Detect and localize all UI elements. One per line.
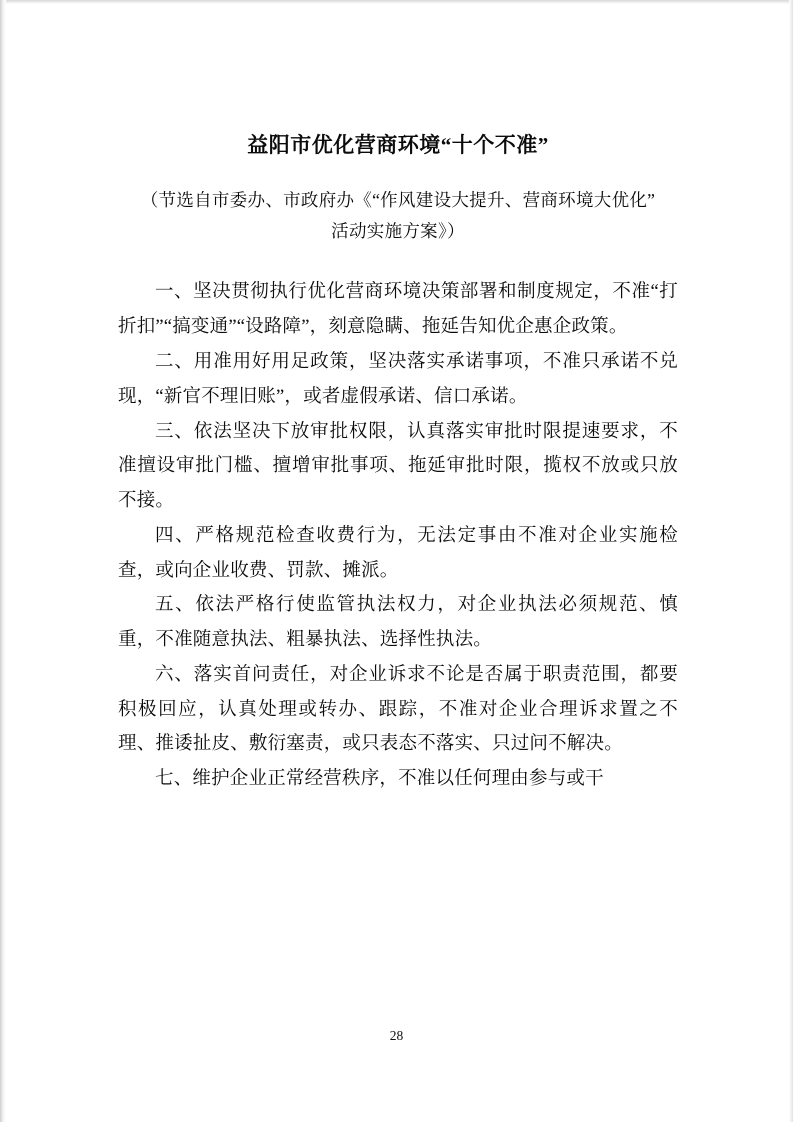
paragraph-6: 六、落实首问责任，对企业诉求不论是否属于职责范围，都要积极回应，认真处理或转办、跟踪，不准对企业合理诉求置之不理、推诿扯皮、敷衍塞责，或只表态不落实、只过问不解决。	[118, 664, 678, 755]
source-note-line-1: （节选自市委办、市政府办《“作风建设大提升、营商环境大优化”	[140, 190, 656, 211]
document-body	[118, 247, 678, 796]
paragraph-1: 一、坚决贯彻执行优化营商环境决策部署和制度规定，不准“打折扣”“搞变通”“设路障”，刻意隐瞒、拖延告知优企惠企政策。	[118, 282, 678, 338]
document-source-note	[118, 158, 678, 247]
paragraph-7: 七、维护企业正常经营秩序，不准以任何理由参与或干	[155, 769, 604, 790]
page-edge-shadow-left	[0, 0, 6, 1122]
paragraph-3: 三、依法坚决下放审批权限，认真落实审批时限提速要求，不准擅设审批门槛、擅增审批事项、拖延审批时限，揽权不放或只放不接。	[118, 421, 678, 512]
paragraph-4: 四、严格规范检查收费行为，无法定事由不准对企业实施检查，或向企业收费、罚款、摊派。	[118, 525, 678, 581]
source-note-line-2: 活动实施方案》）	[331, 221, 465, 242]
paragraph-5: 五、依法严格行使监管执法权力，对企业执法必须规范、慎重，不准随意执法、粗暴执法、选择性执法。	[118, 595, 678, 651]
page-number: 28	[389, 1028, 404, 1043]
page-title: 益阳市优化营商环境“十个不准”	[247, 133, 549, 157]
paragraph-2: 二、用准用好用足政策，坚决落实承诺事项，不准只承诺不兑现，“新官不理旧账”，或者虚假承诺、信口承诺。	[118, 352, 678, 407]
page-content	[118, 0, 678, 1122]
page-edge-shadow-right	[789, 0, 793, 1122]
